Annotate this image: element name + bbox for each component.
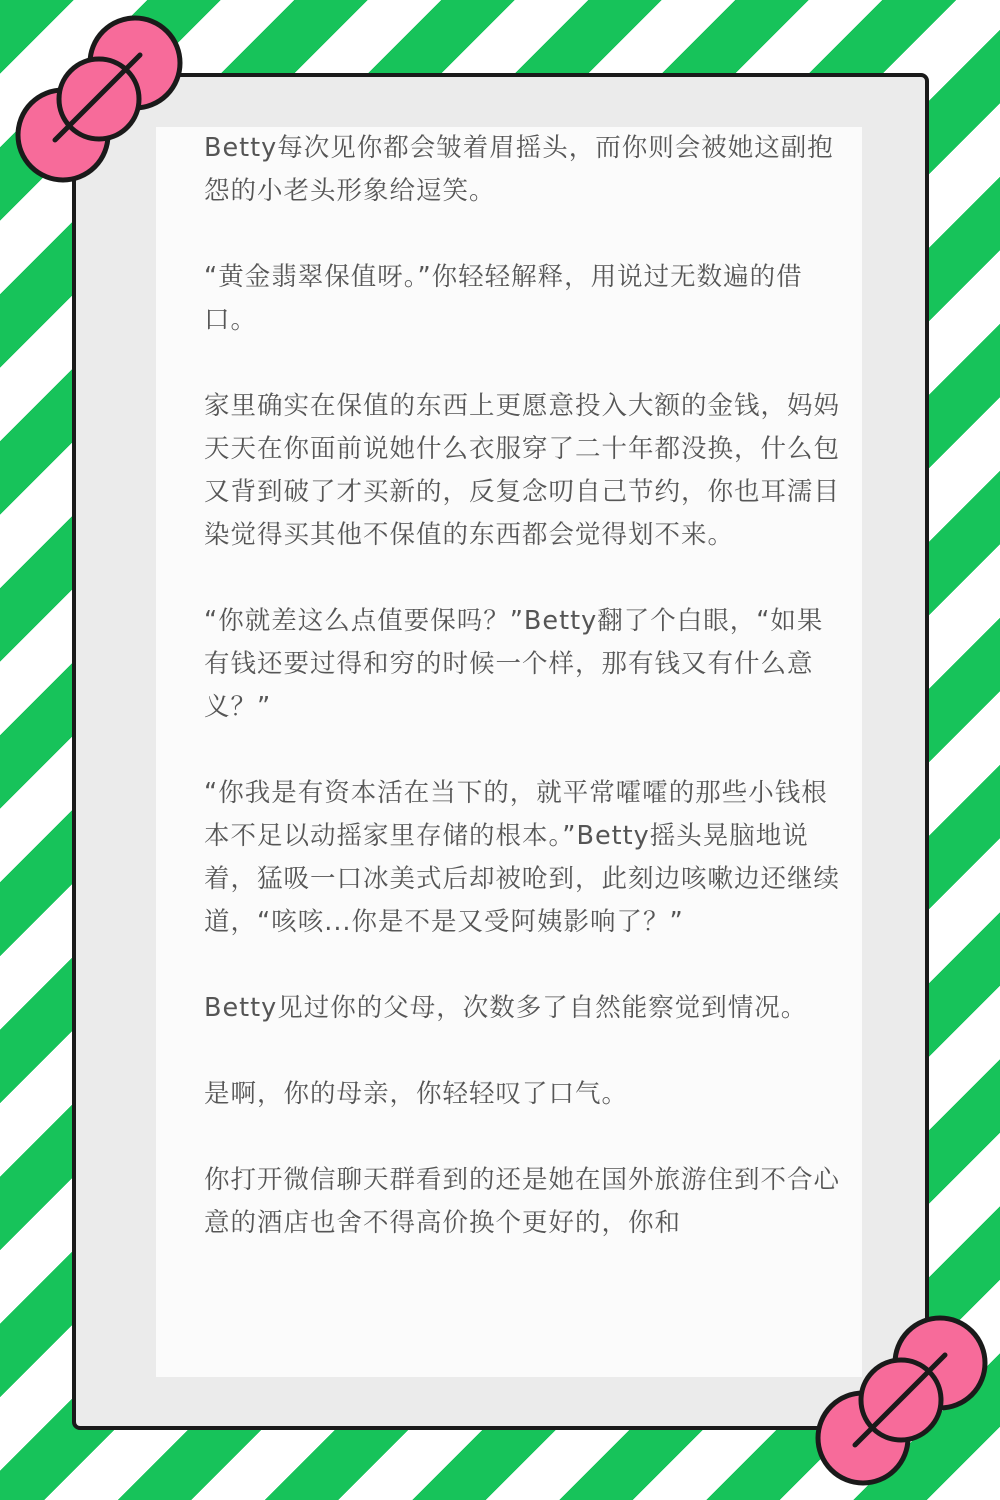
paragraph-3: 家里确实在保值的东西上更愿意投入大额的金钱，妈妈天天在你面前说她什么衣服穿了二十年都没换，什么包又背到破了才买新的，反复念叨自己节约，你也耳濡目染觉得买其他不保值的东西都会觉得划不来。 xyxy=(204,391,841,550)
article-body xyxy=(204,127,844,1245)
content-frame xyxy=(72,73,929,1430)
paragraph-4: “你就差这么点值要保吗？”Betty翻了个白眼，“如果有钱还要过得和穷的时候一个样，那有钱又有什么意义？” xyxy=(204,606,824,722)
text-panel xyxy=(156,127,862,1377)
paragraph-6: Betty见过你的父母，次数多了自然能察觉到情况。 xyxy=(204,993,808,1023)
pink-bow-decoration-bottom-right xyxy=(800,1300,1000,1500)
paragraph-2: “黄金翡翠保值呀。”你轻轻解释，用说过无数遍的借口。 xyxy=(204,262,803,335)
paragraph-8: 你打开微信聊天群看到的还是她在国外旅游住到不合心意的酒店也舍不得高价换个更好的，你和 xyxy=(204,1165,841,1238)
paragraph-7: 是啊，你的母亲，你轻轻叹了口气。 xyxy=(204,1079,629,1109)
paragraph-5: “你我是有资本活在当下的，就平常嚯嚯的那些小钱根本不足以动摇家里存储的根本。”Betty摇头晃脑地说着，猛吸一口冰美式后却被呛到，此刻边咳嗽边还继续道，“咳咳...你是不是又受阿姨影响了？” xyxy=(204,778,841,937)
pink-bow-decoration-top-left xyxy=(0,0,200,200)
paragraph-1: Betty每次见你都会皱着眉摇头，而你则会被她这副抱怨的小老头形象给逗笑。 xyxy=(204,133,834,206)
